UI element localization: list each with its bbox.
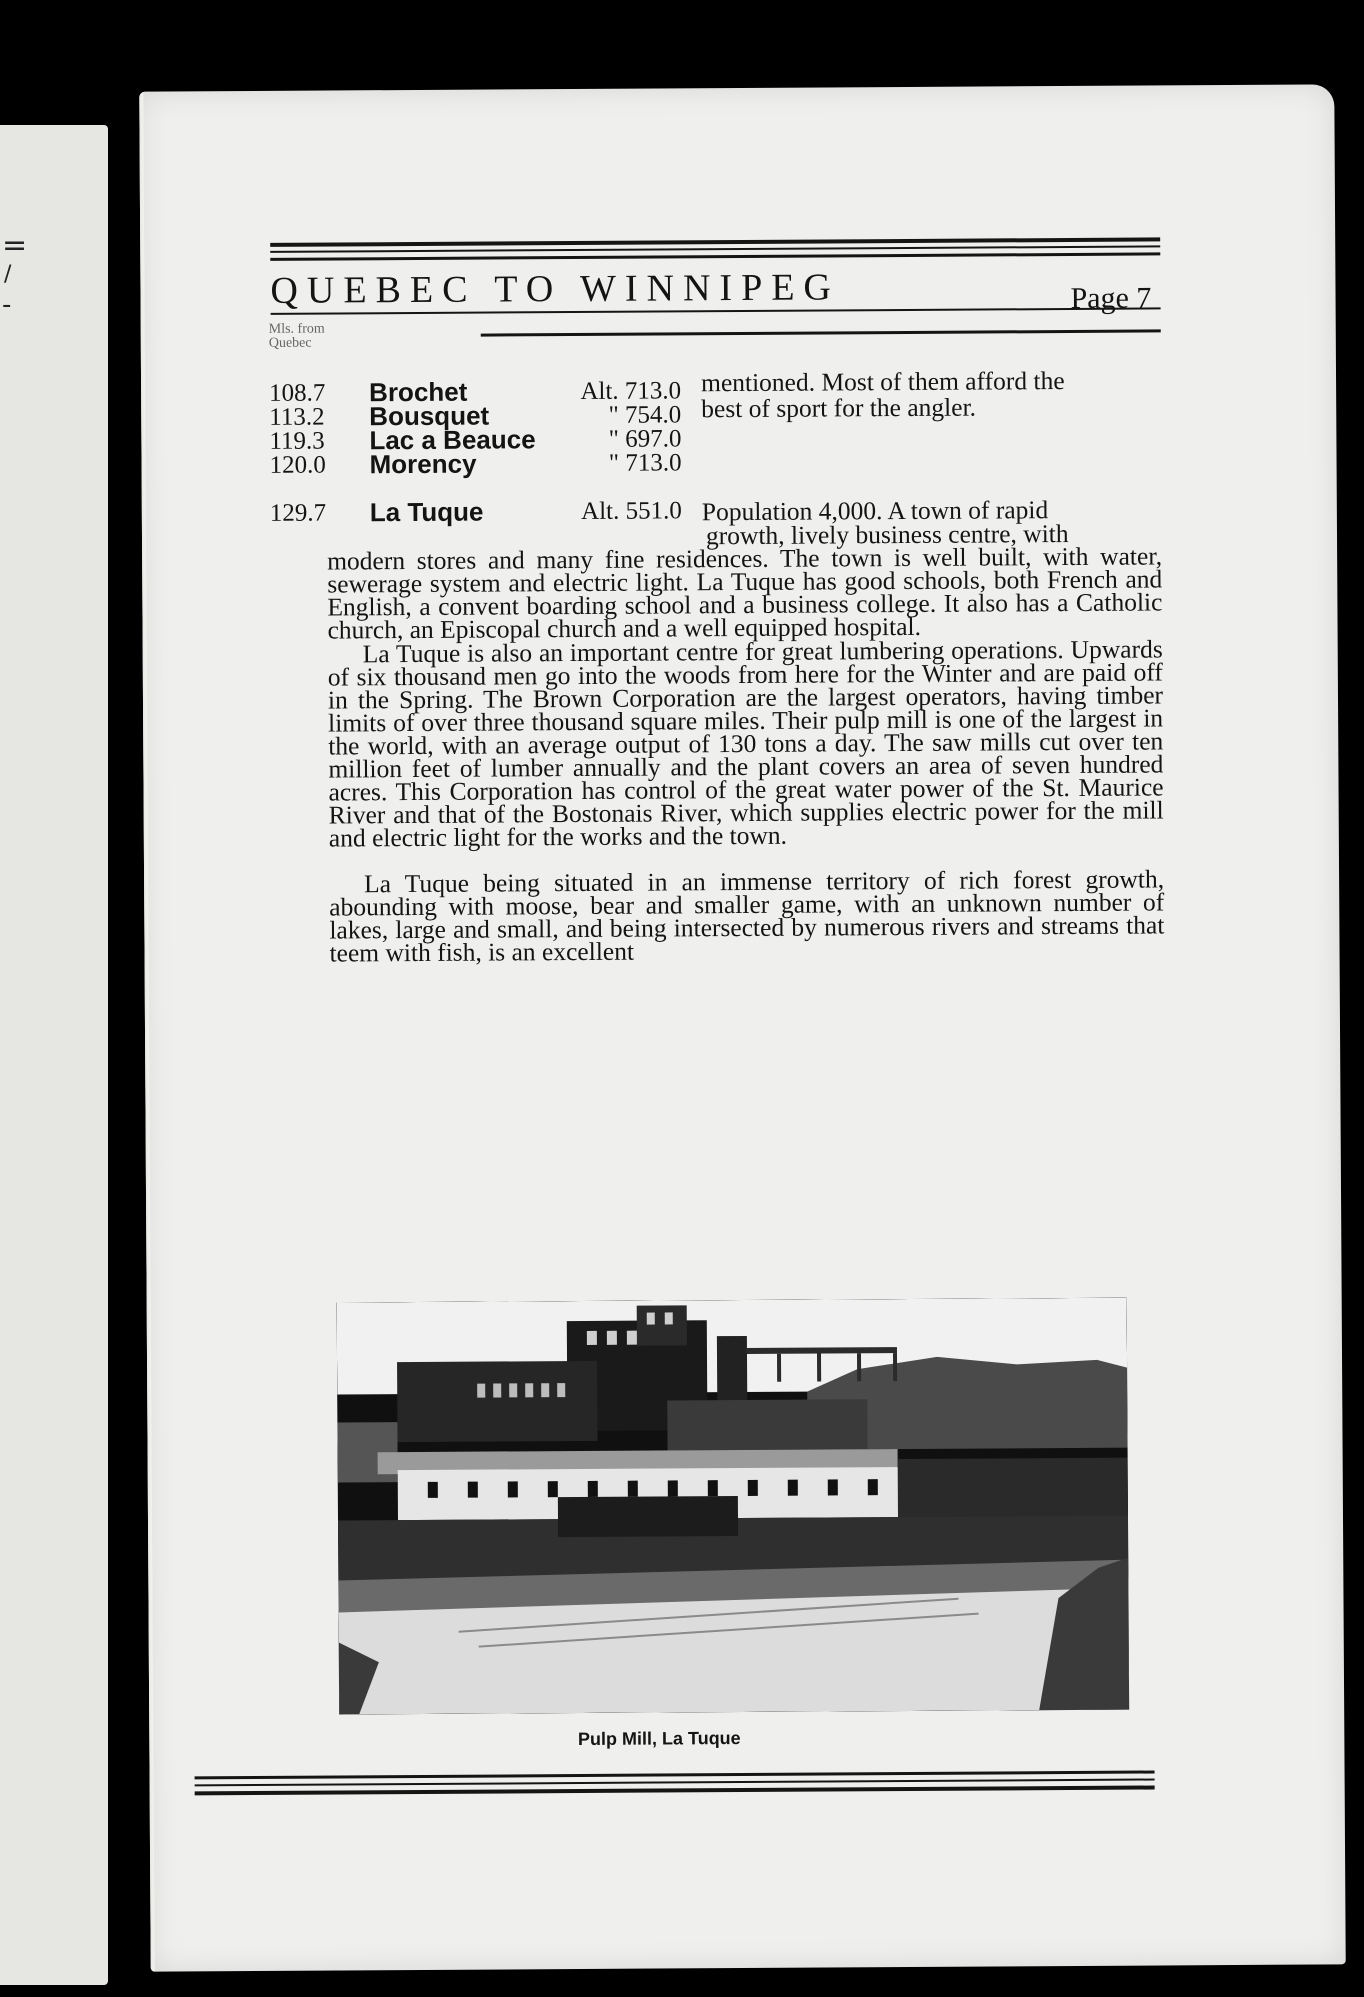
left-page-edge-mark: = <box>2 228 28 263</box>
station-mileage: 113.2 <box>269 403 325 431</box>
station-name: Bousquet <box>369 400 490 432</box>
footer-rules <box>195 1770 1155 1795</box>
station-altitude: " 697.0 <box>608 425 682 453</box>
station-name: La Tuque <box>369 496 484 528</box>
station-altitude: Alt. 551.0 <box>581 497 682 525</box>
header-top-rules <box>270 237 1160 260</box>
left-page-edge-mark: / <box>4 262 12 287</box>
left-page-edge-mark: - <box>2 290 12 320</box>
page-title: QUEBEC TO WINNIPEG <box>270 266 841 312</box>
station-mileage: 120.0 <box>269 451 326 479</box>
station-mileage: 129.7 <box>269 499 327 527</box>
la-tuque-paragraph-2: La Tuque is also an important centre for great lumbering operations. Upwards of six thousand men go into the woods from here for the Winter and are paid off in the Spring. The Brown Corporation are the largest operators, having timber limits of over three thousand square miles. Their pulp mill is one of the largest in the world, with an average output of 130 tons a day. The saw mills cut over ten million feet of lumber annually and the plant covers an area of seven hundred acres. This Corporation has control of the great water power of the St. Maurice River and that of the Bostonais River, which supplies electric power for the mill and electric light for the works and the town. <box>327 634 1164 853</box>
page-number: Page 7 <box>1070 281 1152 315</box>
station-altitude: " 713.0 <box>608 449 682 477</box>
side-note: mentioned. Most of them afford the best of sport for the angler. <box>700 366 1065 424</box>
station-altitude: " 754.0 <box>608 401 682 429</box>
photo-caption: Pulp Mill, La Tuque <box>577 1728 741 1750</box>
station-name: Morency <box>369 448 477 480</box>
station-altitude: Alt. 713.0 <box>580 377 682 405</box>
pulp-mill-image <box>337 1298 1130 1715</box>
book-page <box>139 84 1345 1971</box>
la-tuque-header-row <box>142 498 702 529</box>
station-name: Lac a Beauce <box>369 424 536 456</box>
la-tuque-intro: Population 4,000. A town of rapid growth, lively business centre, with <box>701 495 1069 551</box>
pulp-mill-photograph <box>337 1298 1130 1715</box>
left-facing-page <box>0 125 108 1985</box>
header-heavy-rule <box>481 329 1161 336</box>
station-mileage: 119.3 <box>269 427 325 455</box>
station-row <box>141 448 682 480</box>
station-name: Brochet <box>369 376 468 408</box>
la-tuque-paragraph-3: La Tuque being situated in an immense territory of rich forest growth, abounding with moose, bear and smaller game, with an unknown number of lakes, large and small, and being intersected by numerous rivers and streams that teem with fish, is an excellent <box>329 864 1165 968</box>
la-tuque-paragraph-1: modern stores and many fine residences. The town is well built, with water, sewerage system and electric light. La Tuque has good schools, both French and English, a convent boarding school and a business college. It also has a Catholic church, an Episcopal church and a well equipped hospital. <box>327 541 1163 645</box>
page-gutter <box>139 92 154 1972</box>
mileage-column-note: Mls. from Quebec <box>268 321 325 351</box>
station-mileage: 108.7 <box>269 379 326 407</box>
